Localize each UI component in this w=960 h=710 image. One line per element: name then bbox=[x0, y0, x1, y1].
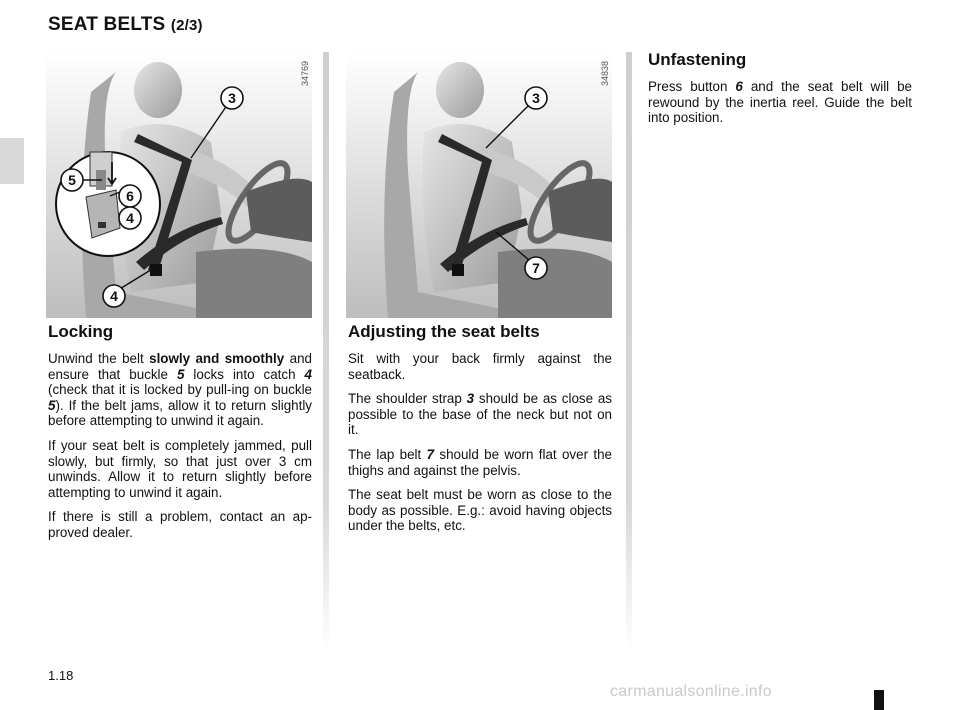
adjusting-paragraph-1: Sit with your back firmly against the seatback. bbox=[348, 351, 612, 382]
figure-ref-number: 34769 bbox=[300, 60, 310, 86]
locking-paragraph-3: If there is still a problem, contact an ap-proved dealer. bbox=[48, 509, 312, 540]
callout-7 bbox=[525, 257, 547, 279]
section-unfastening bbox=[648, 50, 912, 135]
adjusting-paragraph-2 bbox=[348, 391, 612, 438]
callout-3 bbox=[525, 87, 547, 109]
callout-7-label: 7 bbox=[532, 260, 540, 276]
text: should be as close as possible to the base of the neck but not on it. bbox=[348, 391, 612, 438]
text: The shoulder strap bbox=[348, 391, 467, 407]
emphasis: slowly and smoothly bbox=[149, 351, 285, 366]
text: The lap belt bbox=[348, 446, 427, 462]
page-number: 1.18 bbox=[48, 668, 74, 683]
figure-adjusting-callouts bbox=[346, 52, 612, 318]
adjusting-paragraph-4: The seat belt must be worn as close to the body as possible. E.g.: avoid having objects under the belts, etc. bbox=[348, 487, 612, 534]
locking-paragraph-1 bbox=[48, 351, 312, 429]
callout-5-label: 5 bbox=[68, 172, 76, 188]
text: locks into catch bbox=[184, 366, 305, 382]
page-corner-mark bbox=[874, 690, 884, 710]
callout-3-label: 3 bbox=[532, 90, 540, 106]
column-divider bbox=[323, 52, 329, 652]
ref-number: 6 bbox=[735, 79, 743, 94]
figure-locking bbox=[46, 52, 312, 318]
section-adjusting bbox=[348, 322, 612, 543]
text: Press button bbox=[648, 79, 736, 94]
ref-number: 5 bbox=[48, 397, 56, 413]
ref-number: 3 bbox=[466, 391, 475, 407]
text: (check that it is locked by pull-ing on buckle bbox=[48, 382, 312, 398]
section-locking bbox=[48, 322, 312, 550]
ref-number: 5 bbox=[176, 366, 185, 382]
figure-ref-number: 34838 bbox=[600, 60, 610, 86]
heading-unfastening: Unfastening bbox=[648, 50, 747, 69]
ref-number: 7 bbox=[426, 446, 435, 462]
unfastening-paragraph-1 bbox=[648, 79, 912, 126]
text: ). If the belt jams, allow it to return slightly before attempting to unwind it again. bbox=[48, 397, 312, 429]
ref-number: 4 bbox=[304, 366, 312, 382]
callout-6 bbox=[119, 185, 141, 207]
callout-3-label: 3 bbox=[228, 90, 236, 106]
column-divider bbox=[626, 52, 632, 652]
page-title-part: (2/3) bbox=[170, 17, 203, 34]
callout-4 bbox=[103, 285, 125, 307]
watermark: carmanualsonline.info bbox=[610, 683, 772, 700]
figure-adjusting bbox=[346, 52, 612, 318]
heading-adjusting: Adjusting the seat belts bbox=[348, 322, 540, 341]
callout-5 bbox=[61, 169, 83, 191]
callout-6-label: 6 bbox=[126, 188, 134, 204]
callout-4-inset-label: 4 bbox=[126, 210, 134, 226]
figure-locking-callouts bbox=[46, 52, 312, 318]
callout-4-inset bbox=[119, 207, 141, 229]
section-tab bbox=[0, 138, 24, 184]
page-title bbox=[48, 14, 203, 36]
adjusting-paragraph-3 bbox=[348, 447, 612, 478]
text: and ensure that buckle bbox=[48, 351, 312, 382]
text: and the seat belt will be rewound by the inertia reel. Guide the belt into position. bbox=[648, 79, 913, 126]
locking-paragraph-2: If your seat belt is completely jammed, pull slowly, but firmly, so that just over 3 cm unwinds. Allow it to return slightly before attempting to unwind it again. bbox=[48, 437, 312, 500]
text: should be worn flat over the thighs and against the pelvis. bbox=[348, 446, 612, 478]
callout-3 bbox=[221, 87, 243, 109]
page-title-main: SEAT BELTS bbox=[48, 14, 166, 35]
heading-locking: Locking bbox=[48, 322, 114, 341]
callout-4-label: 4 bbox=[110, 288, 118, 304]
text: Unwind the belt bbox=[48, 351, 150, 366]
